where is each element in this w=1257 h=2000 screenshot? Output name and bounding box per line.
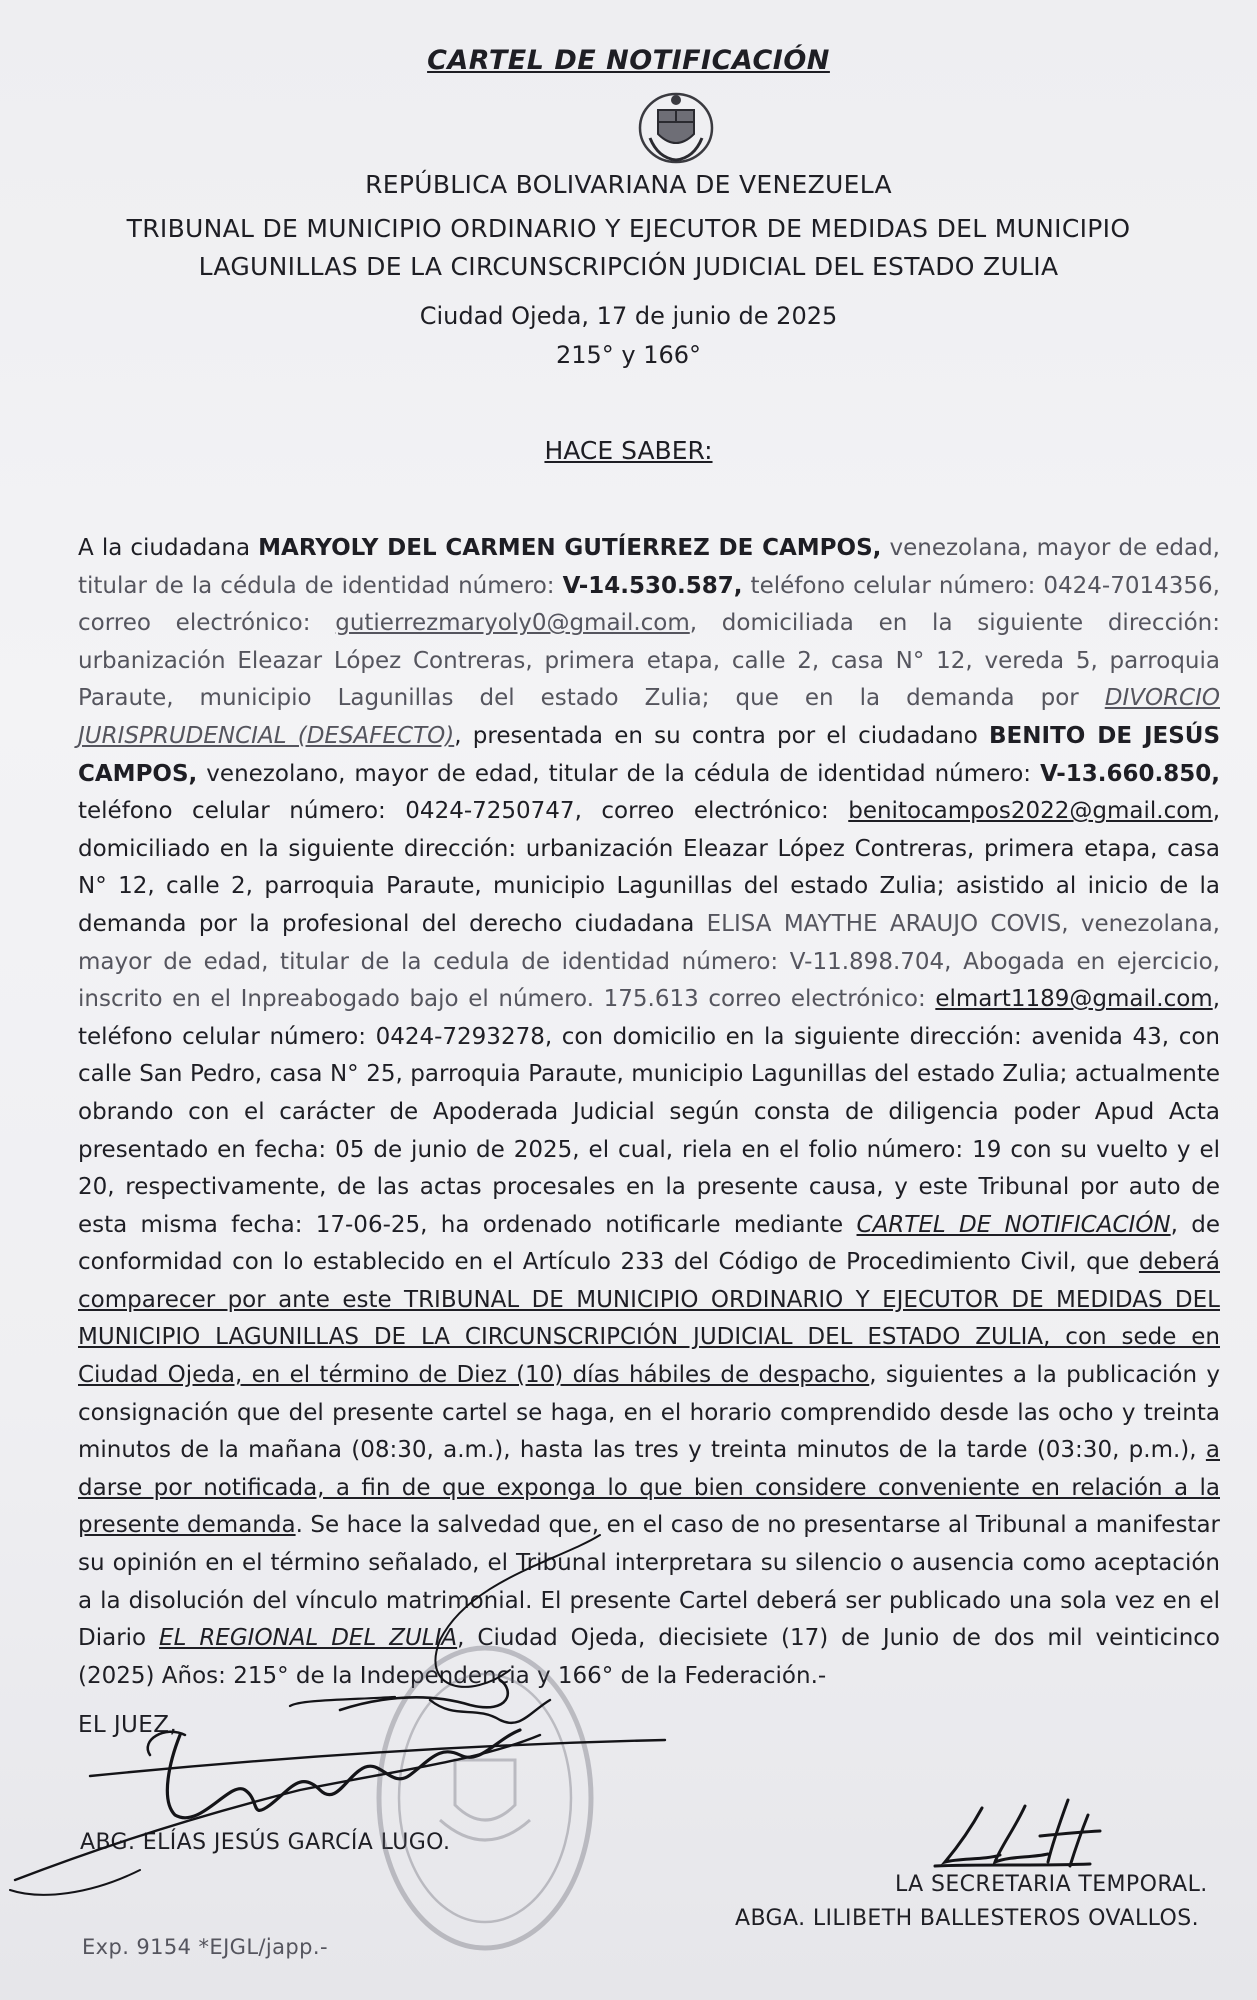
defendant-email: gutierrezmaryoly0@gmail.com [335, 610, 690, 637]
defendant-id: V-14.530.587, [562, 572, 743, 599]
secretary-signature [935, 1800, 1100, 1866]
notification-body [78, 530, 1220, 1695]
case-type: DIVORCIO JURISPRUDENCIAL (DESAFECTO) [78, 685, 1220, 749]
header-republic: REPÚBLICA BOLIVARIANA DE VENEZUELA [365, 170, 892, 199]
body-text: venezolano, mayor de edad, titular de la cédula de identidad número: [197, 760, 1041, 787]
attorney-email: elmart1189@gmail.com [935, 986, 1213, 1013]
expediente-number: Exp. 9154 *EJGL/japp.- [82, 1935, 328, 1959]
secretary-role: LA SECRETARIA TEMPORAL. [895, 1872, 1208, 1897]
body-text: . Se hace la salvedad que, en el caso de no presentarse al Tribunal a manifestar su opinión en el término señalado, el Tribunal interpretara su silencio o ausencia como aceptación a la disolución del vínculo matrimonial. El presente Cartel deberá ser publicado una sola vez en el Diario [78, 1512, 1220, 1652]
body-text: teléfono celular número: 0424-7014356, correo electrónico: [78, 572, 1220, 637]
judge-label: EL JUEZ, [78, 1712, 178, 1738]
document-title: CARTEL DE NOTIFICACIÓN [427, 45, 830, 76]
body-text: venezolana, mayor de edad, titular de la cédula de identidad número: [78, 535, 1220, 599]
body-text: teléfono celular número: 0424-7250747, correo electrónico: [78, 798, 849, 825]
document-years: 215° y 166° [555, 341, 702, 369]
hace-saber-heading: HACE SABER: [544, 436, 713, 465]
body-text: , siguientes a la publicación y consignación que del presente cartel se haga, en el horario comprendido desde las ocho y treinta minutos de la mañana (08:30, a.m.), hasta las tres y treinta minutos de la tarde (03:30, p.m.), [78, 1362, 1220, 1464]
appearance-order: deberá comparecer por ante este TRIBUNAL DE MUNICIPIO ORDINARIO Y EJECUTOR DE MEDIDAS DEL MUNICIPIO LAGUNILLAS DE LA CIRCUNSCRIPCIÓN JUDICIAL DEL ESTADO ZULIA, con sede en Ciudad Ojeda, en el término de Diez (10) días hábiles de despacho [78, 1249, 1220, 1389]
body-text: , domiciliado en la siguiente dirección: urbanización Eleazar López Contreras, primera etapa, casa N° 12, calle 2, parroquia Paraute, municipio Lagunillas del estado Zulia; asistido al inicio de la demanda por la profesional del derecho ciudadana [78, 798, 1220, 937]
plaintiff-name: BENITO DE JESÚS CAMPOS, [78, 722, 1221, 787]
attorney-name: ELISA MAYTHE ARAUJO COVIS, [706, 910, 1069, 937]
body-text: , de conformidad con lo establecido en el Artículo 233 del Código de Procedimiento Civil, que [78, 1211, 1221, 1276]
body-text: venezolana, mayor de edad, titular de la cedula de identidad número: V-11.898.704, Abogada en ejercicio, inscrito en el Inpreabogado bajo el número. 175.613 correo electrónico: [78, 910, 1220, 1013]
plaintiff-email: benitocampos2022@gmail.com [848, 798, 1213, 825]
body-paragraph [78, 530, 1220, 1695]
body-text: , presentada en su contra por el ciudadano [454, 722, 990, 749]
cartel-reference: CARTEL DE NOTIFICACIÓN [856, 1211, 1171, 1238]
secretary-name: ABGA. LILIBETH BALLESTEROS OVALLOS. [735, 1906, 1199, 1931]
body-text: A la ciudadana [78, 535, 259, 561]
document-date: Ciudad Ojeda, 17 de junio de 2025 [419, 302, 838, 330]
header-tribunal: TRIBUNAL DE MUNICIPIO ORDINARIO Y EJECUTOR DE MEDIDAS DEL MUNICIPIO [126, 214, 1131, 243]
header-jurisdiction: LAGUNILLAS DE LA CIRCUNSCRIPCIÓN JUDICIAL DEL ESTADO ZULIA [198, 252, 1059, 281]
notification-purpose: a darse por notificada, a fin de que exponga lo que bien considere conveniente en relación a la presente demanda [78, 1437, 1220, 1539]
body-text: , domiciliada en la siguiente dirección: urbanización Eleazar López Contreras, primera etapa, calle 2, casa N° 12, vereda 5, parroquia Paraute, municipio Lagunillas del estado Zulia; que en la demanda por [78, 610, 1221, 712]
defendant-name: MARYOLY DEL CARMEN GUTÍERREZ DE CAMPOS, [258, 535, 882, 561]
body-text: , Ciudad Ojeda, diecisiete (17) de Junio de dos mil veinticinco (2025) Años: 215° de la Independencia y 166° de la Federación.- [78, 1625, 1220, 1689]
judge-name: ABG. ELÍAS JESÚS GARCÍA LUGO. [80, 1830, 451, 1855]
newspaper-name: EL REGIONAL DEL ZULIA [159, 1625, 458, 1652]
plaintiff-id: V-13.660.850, [1040, 760, 1220, 787]
coat-of-arms-icon [636, 88, 716, 166]
body-text: , teléfono celular número: 0424-7293278, con domicilio en la siguiente dirección: avenida 43, con calle San Pedro, casa N° 25, parroquia Paraute, municipio Lagunillas del estado Zulia; actualmente obrando con el carácter de Apoderada Judicial según consta de diligencia poder Apud Acta presentado en fecha: 05 de junio de 2025, el cual, riela en el folio número: 19 con su vuelto y el 20, respectivamente, de las actas procesales en la presente causa, y este Tribunal por auto de esta misma fecha: 17-06-25, ha ordenado notificarle mediante [78, 986, 1220, 1238]
